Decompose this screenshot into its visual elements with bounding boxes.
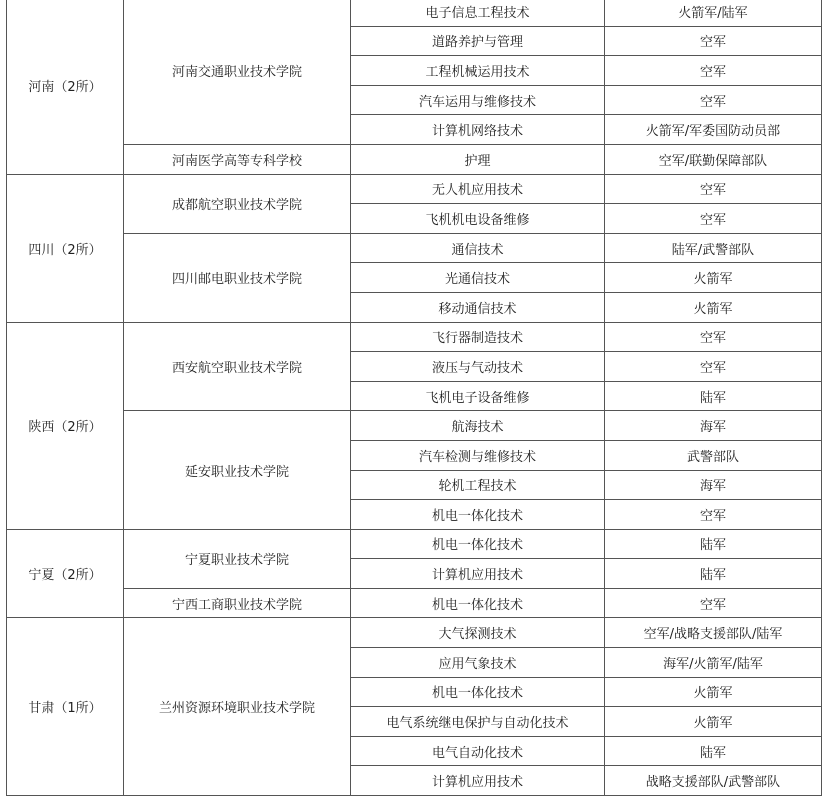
branch-cell: 空军 bbox=[605, 352, 822, 382]
table-row bbox=[7, 588, 822, 618]
table-row bbox=[7, 618, 822, 648]
branch-cell: 空军 bbox=[605, 174, 822, 204]
table-row bbox=[7, 233, 822, 263]
province-cell: 河南（2所） bbox=[7, 0, 124, 174]
major-cell: 大气探测技术 bbox=[351, 618, 605, 648]
table-row bbox=[7, 529, 822, 559]
branch-cell: 火箭军 bbox=[605, 677, 822, 707]
branch-cell: 武警部队 bbox=[605, 440, 822, 470]
branch-cell: 陆军/武警部队 bbox=[605, 233, 822, 263]
school-cell: 四川邮电职业技术学院 bbox=[124, 233, 351, 322]
major-cell: 计算机网络技术 bbox=[351, 115, 605, 145]
table-row bbox=[7, 0, 822, 26]
school-cell: 成都航空职业技术学院 bbox=[124, 174, 351, 233]
major-cell: 通信技术 bbox=[351, 233, 605, 263]
table-row bbox=[7, 174, 822, 204]
branch-cell: 战略支援部队/武警部队 bbox=[605, 766, 822, 796]
branch-cell: 火箭军 bbox=[605, 292, 822, 322]
major-cell: 计算机应用技术 bbox=[351, 766, 605, 796]
major-cell: 机电一体化技术 bbox=[351, 588, 605, 618]
province-cell: 甘肃（1所） bbox=[7, 618, 124, 796]
major-cell: 汽车检测与维修技术 bbox=[351, 440, 605, 470]
branch-cell: 火箭军/陆军 bbox=[605, 0, 822, 26]
major-cell: 道路养护与管理 bbox=[351, 26, 605, 56]
school-cell: 兰州资源环境职业技术学院 bbox=[124, 618, 351, 796]
major-cell: 移动通信技术 bbox=[351, 292, 605, 322]
enrollment-table bbox=[6, 0, 822, 796]
major-cell: 航海技术 bbox=[351, 411, 605, 441]
major-cell: 电子信息工程技术 bbox=[351, 0, 605, 26]
branch-cell: 空军/联勤保障部队 bbox=[605, 144, 822, 174]
school-cell: 河南医学高等专科学校 bbox=[124, 144, 351, 174]
province-cell: 陕西（2所） bbox=[7, 322, 124, 529]
major-cell: 液压与气动技术 bbox=[351, 352, 605, 382]
major-cell: 汽车运用与维修技术 bbox=[351, 85, 605, 115]
school-cell: 延安职业技术学院 bbox=[124, 411, 351, 529]
branch-cell: 空军 bbox=[605, 588, 822, 618]
major-cell: 护理 bbox=[351, 144, 605, 174]
major-cell: 无人机应用技术 bbox=[351, 174, 605, 204]
major-cell: 轮机工程技术 bbox=[351, 470, 605, 500]
school-cell: 西安航空职业技术学院 bbox=[124, 322, 351, 411]
branch-cell: 空军 bbox=[605, 500, 822, 530]
major-cell: 飞行器制造技术 bbox=[351, 322, 605, 352]
branch-cell: 空军 bbox=[605, 85, 822, 115]
major-cell: 电气自动化技术 bbox=[351, 736, 605, 766]
branch-cell: 海军/火箭军/陆军 bbox=[605, 648, 822, 678]
major-cell: 飞机机电设备维修 bbox=[351, 204, 605, 234]
branch-cell: 陆军 bbox=[605, 559, 822, 589]
major-cell: 机电一体化技术 bbox=[351, 500, 605, 530]
school-cell: 河南交通职业技术学院 bbox=[124, 0, 351, 144]
branch-cell: 空军 bbox=[605, 26, 822, 56]
branch-cell: 空军/战略支援部队/陆军 bbox=[605, 618, 822, 648]
branch-cell: 火箭军 bbox=[605, 707, 822, 737]
major-cell: 机电一体化技术 bbox=[351, 677, 605, 707]
major-cell: 电气系统继电保护与自动化技术 bbox=[351, 707, 605, 737]
branch-cell: 海军 bbox=[605, 411, 822, 441]
major-cell: 计算机应用技术 bbox=[351, 559, 605, 589]
branch-cell: 空军 bbox=[605, 204, 822, 234]
table-row bbox=[7, 144, 822, 174]
branch-cell: 空军 bbox=[605, 322, 822, 352]
major-cell: 飞机电子设备维修 bbox=[351, 381, 605, 411]
table-row bbox=[7, 411, 822, 441]
school-cell: 宁西工商职业技术学院 bbox=[124, 588, 351, 618]
branch-cell: 海军 bbox=[605, 470, 822, 500]
major-cell: 光通信技术 bbox=[351, 263, 605, 293]
major-cell: 应用气象技术 bbox=[351, 648, 605, 678]
branch-cell: 陆军 bbox=[605, 381, 822, 411]
major-cell: 机电一体化技术 bbox=[351, 529, 605, 559]
branch-cell: 陆军 bbox=[605, 736, 822, 766]
school-cell: 宁夏职业技术学院 bbox=[124, 529, 351, 588]
branch-cell: 火箭军/军委国防动员部 bbox=[605, 115, 822, 145]
province-cell: 四川（2所） bbox=[7, 174, 124, 322]
province-cell: 宁夏（2所） bbox=[7, 529, 124, 618]
branch-cell: 空军 bbox=[605, 56, 822, 86]
major-cell: 工程机械运用技术 bbox=[351, 56, 605, 86]
branch-cell: 火箭军 bbox=[605, 263, 822, 293]
table-row bbox=[7, 322, 822, 352]
branch-cell: 陆军 bbox=[605, 529, 822, 559]
